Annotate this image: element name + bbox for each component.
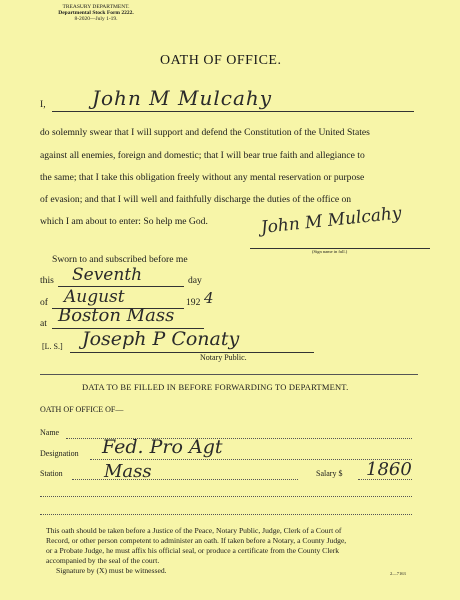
seal-label: [L. S.] [42, 342, 63, 351]
oath-line-2: against all enemies, foreign and domestic; that I will bear true faith and allegiance to [40, 150, 365, 161]
department-heading: DATA TO BE FILLED IN BEFORE FORWARDING TO DEPARTMENT. [82, 382, 349, 392]
salary-value: 1860 [366, 459, 412, 480]
footer-signature-note: Signature by (X) must be witnessed. [56, 566, 167, 575]
day-label: day [188, 275, 202, 286]
footer-line-4: accompanied by the seal of the court. [46, 556, 160, 565]
year-value: 4 [204, 289, 214, 307]
section-divider [40, 374, 418, 375]
signature-caption: (Sign name in full.) [312, 249, 348, 254]
sworn-intro: Sworn to and subscribed before me [52, 254, 188, 265]
oath-signature: John M Mulcahy [259, 203, 403, 238]
print-code: 8-2020—July 1-19. [74, 16, 118, 22]
designation-label: Designation [40, 449, 79, 458]
at-label: at [40, 318, 47, 329]
notary-caption: Notary Public. [200, 353, 247, 362]
oath-line-1: do solemnly swear that I will support and defend the Constitution of the United States [40, 127, 370, 138]
salary-label: Salary $ [316, 469, 343, 478]
footer-line-3: or a Probate Judge, he must affix his official seal, or produce a certificate from the County Clerk [46, 546, 340, 555]
oath-line-5: which I am about to enter: So help me God. [40, 216, 208, 227]
footer-instructions [46, 526, 346, 576]
of-label: of [40, 297, 48, 308]
designation-value: Fed. Pro Agt [102, 436, 223, 458]
footer-line-1: This oath should be taken before a Justice of the Peace, Notary Public, Judge, Clerk of a Court of [46, 526, 342, 535]
blank-line-2 [40, 514, 412, 515]
footer-code: 2—7163 [390, 571, 406, 576]
name-rule [52, 111, 414, 112]
year-prefix: 192 [186, 297, 201, 308]
month-value: August [64, 287, 125, 307]
oath-line-3: the same; that I take this obligation freely without any mental reservation or purpose [40, 172, 365, 183]
blank-line-1 [40, 496, 412, 497]
handwritten-name: John M Mulcahy [92, 86, 273, 110]
notary-rule [70, 352, 314, 353]
sworn-this-label: this [40, 275, 54, 286]
form-number: Departmental Stock Form 2222. [58, 10, 134, 16]
form-header [40, 4, 152, 22]
station-value: Mass [104, 461, 152, 482]
oath-line-4: of evasion; and that I will well and faithfully discharge the duties of the office on [40, 194, 352, 205]
name-label: Name [40, 428, 60, 437]
page-title: OATH OF OFFICE. [160, 53, 282, 68]
notary-signature: Joseph P Conaty [82, 328, 240, 350]
station-label: Station [40, 469, 63, 478]
day-value: Seventh [72, 265, 143, 285]
designation-field [90, 459, 412, 460]
oath-of-office-of-label: OATH OF OFFICE OF— [40, 405, 124, 414]
footer-line-2: Record, or other person competent to administer an oath. If taken before a Notary, a County Judge, [46, 536, 347, 545]
department-name: TREASURY DEPARTMENT. [62, 4, 130, 10]
oath-prefix: I, [40, 99, 46, 110]
place-value: Boston Mass [58, 305, 175, 326]
